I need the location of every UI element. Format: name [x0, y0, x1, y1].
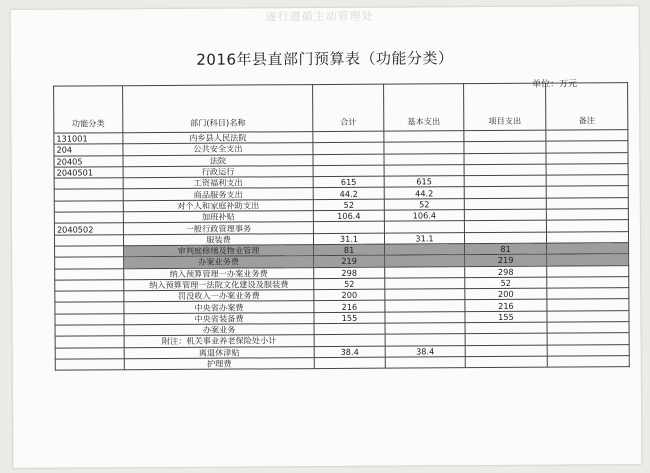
cell-project: 155	[465, 311, 547, 323]
cell-name: 公共安全支出	[123, 143, 313, 155]
cell-basic: 52	[384, 198, 464, 210]
cell-code	[54, 201, 123, 213]
cell-code	[55, 313, 124, 325]
cell-project: 52	[465, 277, 547, 289]
cell-project	[464, 221, 546, 233]
unit-label: 单位：万元	[532, 79, 578, 90]
cell-project	[465, 322, 547, 334]
cell-basic	[384, 153, 464, 165]
cell-total	[313, 142, 384, 154]
cell-code	[55, 268, 124, 280]
cell-total	[313, 165, 384, 177]
cell-name: 中央省装备费	[124, 312, 314, 324]
cell-name: 办案业务	[124, 324, 314, 336]
cell-remark	[546, 141, 628, 153]
cell-remark	[547, 310, 629, 322]
cell-basic: 44.2	[384, 187, 464, 199]
cell-code	[55, 336, 124, 348]
document-title: 2016年县直部门预算表（功能分类）	[196, 49, 454, 69]
cell-total: 106.4	[313, 210, 384, 222]
cell-remark	[547, 356, 629, 368]
cell-basic: 31.1	[384, 232, 464, 244]
cell-name: 离退休津贴	[124, 346, 314, 358]
cell-remark	[547, 333, 629, 345]
cell-basic	[385, 334, 465, 346]
cell-name: 审判庭修缮及物业管理	[124, 245, 314, 257]
cell-project	[464, 187, 546, 199]
cell-total	[313, 222, 384, 234]
cell-basic	[385, 255, 465, 267]
cell-remark	[546, 231, 628, 243]
cell-basic	[385, 266, 465, 278]
cell-remark	[546, 197, 628, 209]
cell-project: 200	[465, 288, 547, 300]
col-header-total: 合计	[313, 84, 384, 131]
cell-project	[464, 232, 546, 244]
cell-project: 298	[465, 266, 547, 278]
cell-total	[313, 154, 384, 166]
cell-remark	[547, 243, 629, 255]
cell-basic	[385, 289, 465, 301]
cell-total: 81	[314, 244, 385, 256]
cell-basic	[385, 244, 465, 256]
cell-remark	[547, 322, 629, 334]
cell-total: 200	[314, 289, 385, 301]
table-body	[54, 130, 629, 371]
cell-code: 204	[54, 144, 123, 156]
cell-code	[55, 302, 124, 314]
cell-name: 商品服务支出	[123, 188, 313, 200]
cell-code: 20405	[54, 155, 123, 167]
cell-basic	[385, 278, 465, 290]
cell-project	[465, 356, 547, 368]
cell-code	[54, 234, 123, 246]
cell-total: 298	[314, 267, 385, 279]
cell-name: 纳入预算管理一法院文化建设及服装费	[124, 278, 314, 290]
cell-code	[55, 359, 124, 371]
cell-remark	[546, 209, 628, 221]
cell-total: 52	[313, 199, 384, 211]
cell-total: 31.1	[313, 233, 384, 245]
cell-project	[465, 345, 547, 357]
cell-project	[465, 333, 547, 345]
cell-remark	[546, 175, 628, 187]
table-row	[55, 356, 629, 371]
cell-total	[313, 131, 384, 143]
cell-code	[55, 246, 124, 258]
cell-basic: 38.4	[385, 345, 465, 357]
cell-name: 护理费	[124, 358, 314, 370]
cell-name: 附注：机关事业养老保险处小计	[124, 335, 314, 347]
cell-name: 加班补贴	[123, 211, 313, 223]
col-header-name: 部门(科目)名称	[123, 85, 313, 133]
cell-total: 38.4	[314, 346, 385, 358]
col-header-remark: 备注	[546, 83, 628, 131]
cell-basic	[385, 323, 465, 335]
cell-code	[54, 189, 123, 201]
col-header-project: 项目支出	[464, 83, 546, 131]
col-header-basic: 基本支出	[384, 84, 464, 131]
cell-project: 81	[465, 243, 547, 255]
budget-sheet	[11, 6, 642, 468]
cell-total: 52	[314, 278, 385, 290]
cell-total: 155	[314, 312, 385, 324]
cell-basic	[385, 311, 465, 323]
cell-code	[55, 280, 124, 292]
cell-code	[55, 257, 124, 269]
cell-basic	[384, 142, 464, 154]
budget-table	[53, 82, 630, 371]
cell-total: 615	[313, 176, 384, 188]
cell-code	[55, 347, 124, 359]
cell-name: 罚没收入一办案业务费	[124, 290, 314, 302]
cell-project: 219	[465, 254, 547, 266]
cell-remark	[547, 344, 629, 356]
cell-name: 中央省办案费	[124, 301, 314, 313]
col-header-code: 功能分类	[54, 86, 123, 133]
cell-remark	[546, 152, 628, 164]
cell-remark	[546, 220, 628, 232]
cell-remark	[546, 130, 628, 142]
cell-name: 一般行政管理事务	[123, 222, 313, 234]
cell-project	[464, 153, 546, 165]
cell-total	[314, 323, 385, 335]
cell-basic: 615	[384, 176, 464, 188]
cell-basic: 106.4	[384, 210, 464, 222]
cell-project	[464, 209, 546, 221]
cell-name: 办案业务费	[124, 256, 314, 268]
cell-project	[464, 164, 546, 176]
cell-remark	[546, 186, 628, 198]
cell-code	[54, 212, 123, 224]
cell-project: 216	[465, 300, 547, 312]
cell-name: 服装费	[123, 233, 313, 245]
cell-total	[314, 357, 385, 369]
cell-code	[55, 291, 124, 303]
cell-remark	[547, 288, 629, 300]
cell-project	[464, 198, 546, 210]
cell-remark	[547, 277, 629, 289]
cell-project	[464, 141, 546, 153]
cell-name: 内乡县人民法院	[123, 132, 313, 144]
cell-total	[314, 334, 385, 346]
cell-total: 219	[314, 255, 385, 267]
cell-remark	[547, 265, 629, 277]
cell-code	[55, 325, 124, 337]
cell-basic	[384, 165, 464, 177]
bleed-through-header: 遂行遵循主动管理处	[265, 9, 374, 24]
cell-basic	[384, 221, 464, 233]
cell-total: 44.2	[313, 188, 384, 200]
cell-project	[464, 130, 546, 142]
cell-remark	[547, 299, 629, 311]
cell-basic	[384, 131, 464, 143]
cell-name: 对个人和家庭补助支出	[123, 199, 313, 211]
cell-code	[54, 178, 123, 190]
cell-name: 法院	[123, 154, 313, 166]
cell-code: 2040502	[54, 223, 123, 235]
cell-remark	[547, 254, 629, 266]
cell-code: 2040501	[54, 167, 123, 179]
cell-project	[464, 175, 546, 187]
cell-code: 131001	[54, 133, 123, 145]
cell-name: 行政运行	[123, 165, 313, 177]
table-header-row	[54, 83, 628, 134]
cell-remark	[546, 164, 628, 176]
cell-basic	[385, 357, 465, 369]
cell-total: 216	[314, 301, 385, 313]
cell-name: 纳入预算管理一办案业务费	[124, 267, 314, 279]
cell-basic	[385, 300, 465, 312]
cell-name: 工资福利支出	[123, 177, 313, 189]
